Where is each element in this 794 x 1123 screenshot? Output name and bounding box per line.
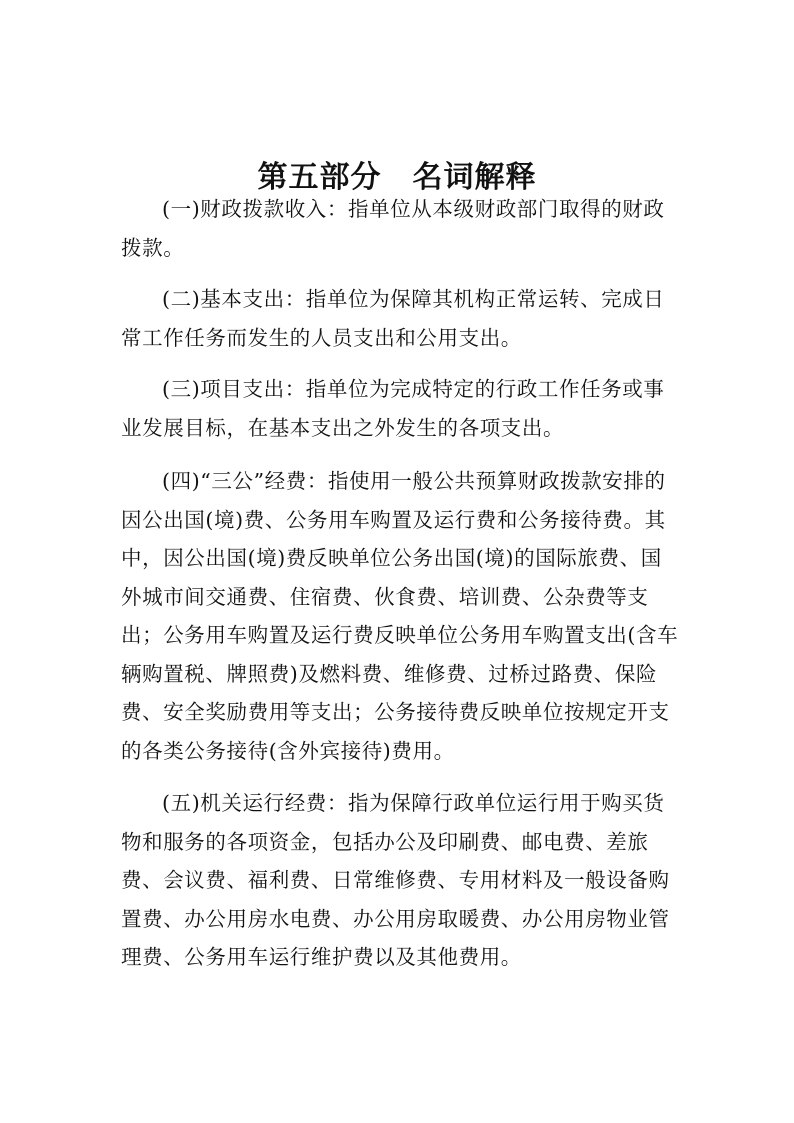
- definition-paragraph-3: (三)项目支出：指单位为完成特定的行政工作任务或事业发展目标，在基本支出之外发生的各项支出。: [121, 377, 665, 440]
- definition-paragraph-1: (一)财政拨款收入：指单位从本级财政部门取得的财政拨款。: [121, 197, 665, 260]
- page-title: 第五部分 名词解释: [257, 160, 537, 196]
- definition-paragraph-2: (二)基本支出：指单位为保障其机构正常运转、完成日常工作任务而发生的人员支出和公用支出。: [121, 287, 665, 350]
- definition-paragraph-4: (四)“三公”经费：指使用一般公共预算财政拨款安排的因公出国(境)费、公务用车购置及运行费和公务接待费。其中，因公出国(境)费反映单位公务出国(境)的国际旅费、国外城市间交通费、住宿费、伙食费、培训费、公杂费等支出；公务用车购置及运行费反映单位公务用车购置支出(含车辆购置税、牌照费)及燃料费、维修费、过桥过路费、保险费、安全奖励费用等支出；公务接待费反映单位按规定开支的各类公务接待(含外宾接待)费用。: [121, 469, 679, 763]
- definition-paragraph-5: (五)机关运行经费：指为保障行政单位运行用于购买货物和服务的各项资金，包括办公及印刷费、邮电费、差旅费、会议费、福利费、日常维修费、专用材料及一般设备购置费、办公用房水电费、办公用房取暖费、办公用房物业管理费、公务用车运行维护费以及其他费用。: [121, 791, 670, 969]
